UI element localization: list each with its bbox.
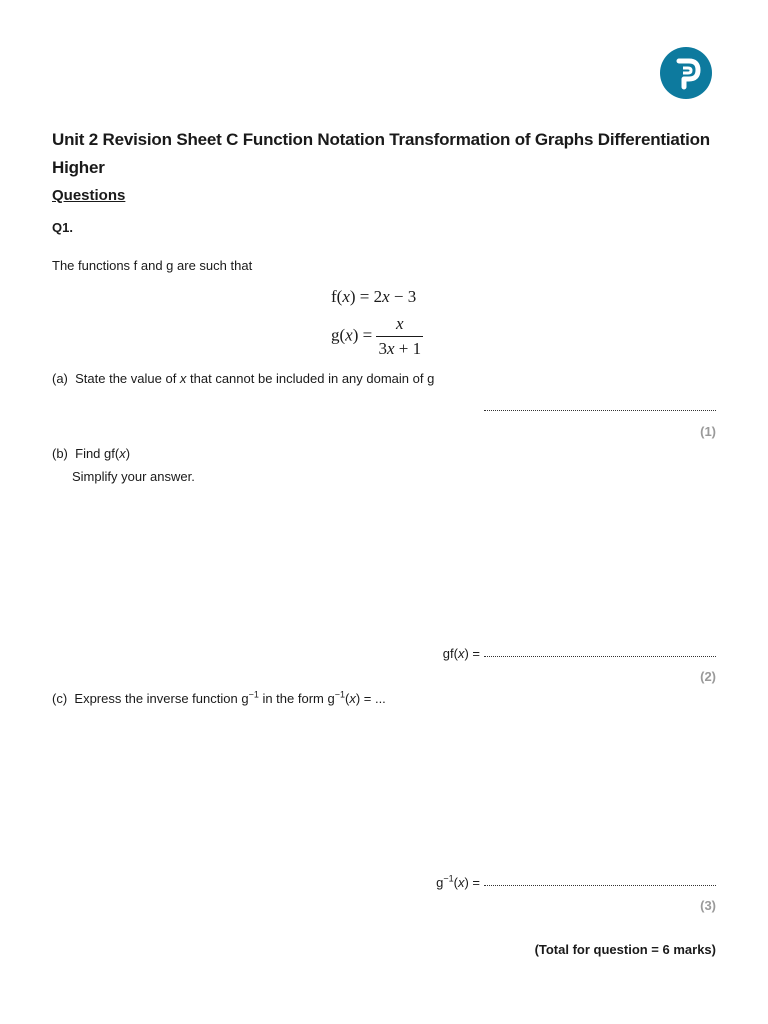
pearson-logo (660, 47, 712, 99)
g-fraction: $\frac{x}{3x + 1}$ (378, 314, 422, 358)
questions-heading: Questions (52, 187, 126, 204)
part-a-marks: (1) (700, 424, 716, 439)
question-intro: The functions f and g are such that (52, 258, 253, 273)
part-b-marks: (2) (700, 669, 716, 684)
part-c-prompt: (c) Express the inverse function $g^{-1}$ in the form $g^{-1}(x)$ = ... (52, 689, 386, 706)
part-c-answer-line[interactable] (484, 885, 716, 886)
g-definition: g(x) = $\frac{x}{3x + 1}$ (331, 314, 422, 358)
part-b-subprompt: Simplify your answer. (72, 469, 195, 484)
part-b-answer-label: gf(x) = (442, 646, 480, 661)
page-title: Unit 2 Revision Sheet C Function Notation Transformation of Graphs Differentiation Higher (52, 130, 710, 177)
f-definition: f(x) = 2x − 3 (331, 287, 417, 306)
total-marks: (Total for question = 6 marks) (534, 942, 716, 957)
part-c-marks: (3) (700, 898, 716, 913)
part-c-answer-label: $g^{-1}(x)$ = (436, 873, 480, 890)
question-number: Q1. (52, 220, 73, 235)
part-a-answer-line[interactable] (484, 410, 716, 411)
part-b-prompt: (b) Find gf(x) (52, 446, 131, 461)
part-a-prompt: (a) State the value of x that cannot be included in any domain of g (52, 371, 435, 386)
part-b-answer-line[interactable] (484, 656, 716, 657)
